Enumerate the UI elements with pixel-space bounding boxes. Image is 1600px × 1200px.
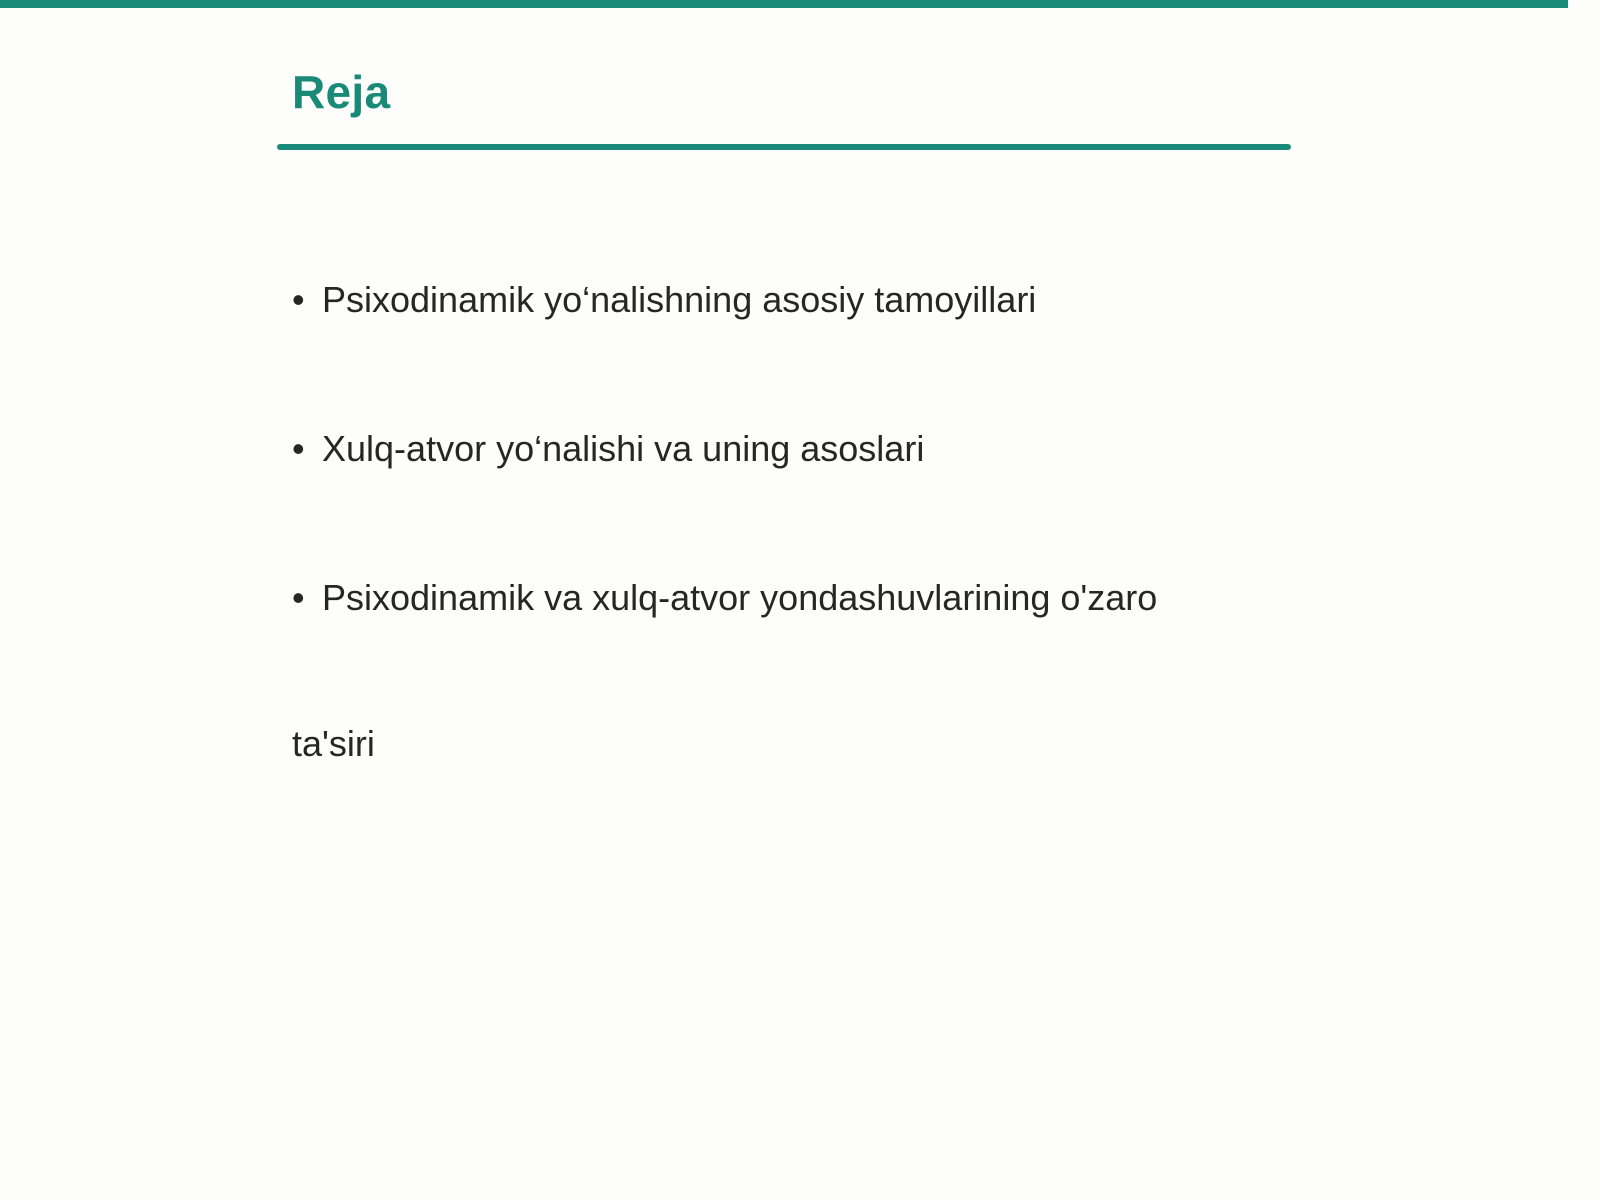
bullet-icon: •: [292, 279, 305, 320]
list-item: [292, 427, 924, 470]
bullet-text: Psixodinamik va xulq-atvor yondashuvlarining o'zaro: [322, 577, 1158, 618]
top-accent-bar: [0, 0, 1568, 8]
bullet-icon: •: [292, 428, 305, 469]
bullet-icon: •: [292, 577, 305, 618]
title-underline: [277, 144, 1291, 150]
list-item: [292, 576, 1157, 619]
bullet-text: Psixodinamik yo‘nalishning asosiy tamoyillari: [322, 279, 1037, 320]
continuation-text: ta'siri: [292, 723, 375, 764]
slide-title: Reja: [292, 66, 391, 118]
list-item: [292, 278, 1036, 321]
bullet-text: Xulq-atvor yo‘nalishi va uning asoslari: [322, 428, 925, 469]
